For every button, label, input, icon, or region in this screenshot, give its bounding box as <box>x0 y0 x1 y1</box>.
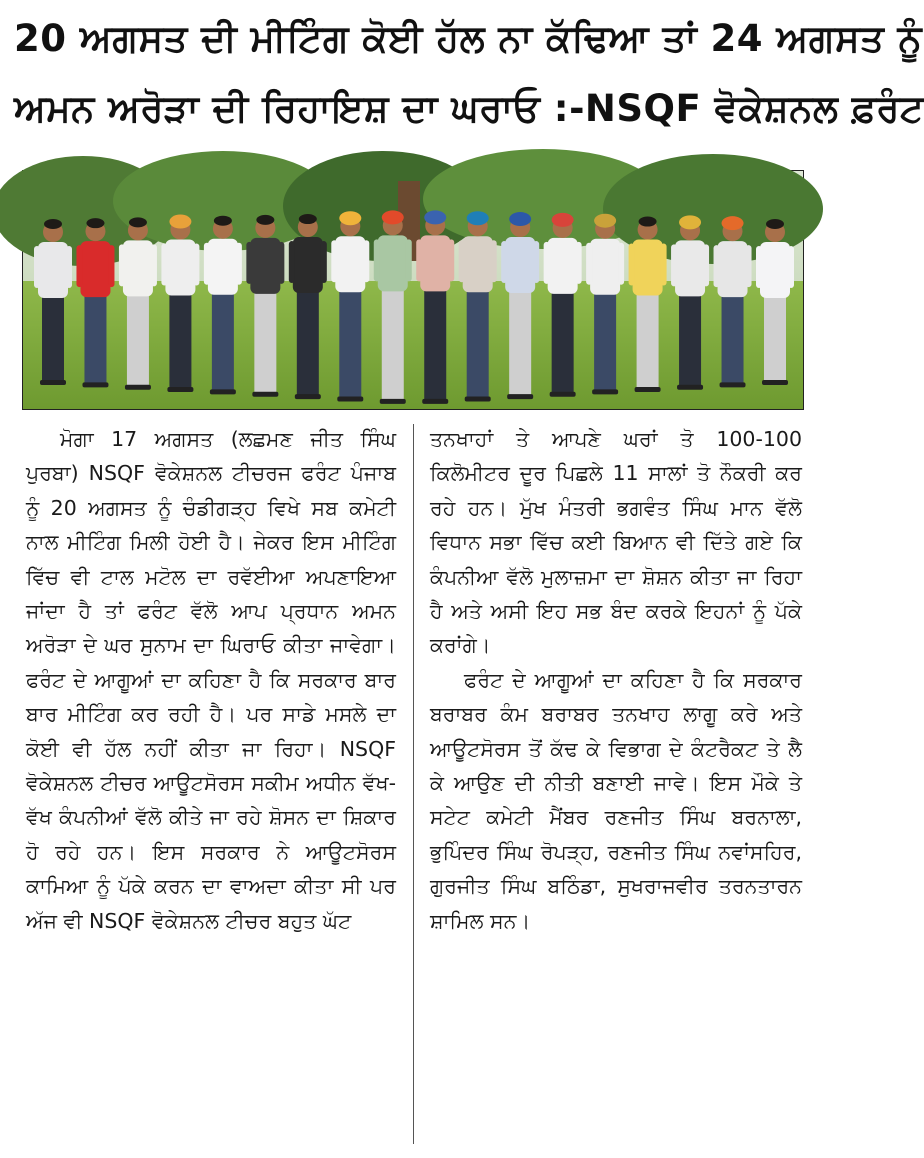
headline-line-2: ਅਮਨ ਅਰੋੜਾ ਦੀ ਰਿਹਾਇਸ਼ ਦਾ ਘਰਾਓ :-NSQF ਵੋਕੇਸ਼ਨਲ ਫ਼ਰੰਟ <box>14 87 924 130</box>
headline-line-1: 20 ਅਗਸਤ ਦੀ ਮੀਟਿੰਗ ਕੋਈ ਹੱਲ ਨਾ ਕੱਢਿਆ ਤਾਂ 24 ਅਗਸਤ ਨੂੰ <box>14 17 923 60</box>
headline <box>14 4 924 144</box>
group-photo-image <box>23 171 803 409</box>
article-paragraph: ਤਨਖਾਹਾਂ ਤੇ ਆਪਣੇ ਘਰਾਂ ਤੋ 100-100 ਕਿਲੋਮੀਟਰ ਦੂਰ ਪਿਛਲੇ 11 ਸਾਲਾਂ ਤੋ ਨੌਕਰੀ ਕਰ ਰਹੇ ਹਨ। ਮੁੱਖ ਮੰਤਰੀ ਭਗਵੰਤ ਸਿੰਘ ਮਾਨ ਵੱਲੋ ਵਿਧਾਨ ਸਭਾ ਵਿੱਚ ਕਈ ਬਿਆਨ ਵੀ ਦਿੱਤੇ ਗਏ ਕਿ ਕੰਪਨੀਆ ਵੱਲੋ ਮੁਲਾਜ਼ਮਾ ਦਾ ਸ਼ੋਸ਼ਨ ਕੀਤਾ ਜਾ ਰਿਹਾ ਹੈ ਅਤੇ ਅਸੀ ਇਹ ਸਭ ਬੰਦ ਕਰਕੇ ਇਹਨਾਂ ਨੂੰ ਪੱਕੇ ਕਰਾਂਗੇ। <box>430 427 802 658</box>
article-column-right <box>430 422 802 938</box>
group-photo <box>22 170 804 410</box>
column-divider <box>413 424 414 1144</box>
article-paragraph: ਫਰੰਟ ਦੇ ਆਗੂਆਂ ਦਾ ਕਹਿਣਾ ਹੈ ਕਿ ਸਰਕਾਰ ਬਰਾਬਰ ਕੰਮ ਬਰਾਬਰ ਤਨਖਾਹ ਲਾਗੂ ਕਰੇ ਅਤੇ ਆਊਟਸੋਰਸ ਤੋਂ ਕੱਢ ਕੇ ਵਿਭਾਗ ਦੇ ਕੰਟਰੈਕਟ ਤੇ ਲੈ ਕੇ ਆਉਣ ਦੀ ਨੀਤੀ ਬਣਾਈ ਜਾਵੇ। ਇਸ ਮੌਕੇ ਤੇ ਸਟੇਟ ਕਮੇਟੀ ਮੈਂਬਰ ਰਣਜੀਤ ਸਿੰਘ ਬਰਨਾਲਾ, ਭੁਪਿੰਦਰ ਸਿੰਘ ਰੋਪੜ੍ਹ, ਰਣਜੀਤ ਸਿੰਘ ਨਵਾਂਸਹਿਰ, ਗੁਰਜੀਤ ਸਿੰਘ ਬਠਿੰਡਾ, ਸੁਖਰਾਜਵੀਰ ਤਰਨਤਾਰਨ ਸ਼ਾਮਿਲ ਸਨ। <box>430 667 802 933</box>
article-column-left <box>26 422 396 938</box>
article-paragraph: ਮੋਗਾ 17 ਅਗਸਤ (ਲਛਮਣ ਜੀਤ ਸਿੰਘ ਪੁਰਬਾ) NSQF ਵੋਕੇਸ਼ਨਲ ਟੀਚਰਜ ਫਰੰਟ ਪੰਜਾਬ ਨੂੰ 20 ਅਗਸਤ ਨੂੰ ਚੰਡੀਗੜ੍ਹ ਵਿਖੇ ਸਬ ਕਮੇਟੀ ਨਾਲ ਮੀਟਿੰਗ ਮਿਲੀ ਹੋਈ ਹੈ। ਜੇਕਰ ਇਸ ਮੀਟਿੰਗ ਵਿੱਚ ਵੀ ਟਾਲ ਮਟੋਲ ਦਾ ਰਵੱਈਆ ਅਪਣਾਇਆ ਜਾਂਦਾ ਹੈ ਤਾਂ ਫਰੰਟ ਵੱਲੋ ਆਪ ਪ੍ਰਧਾਨ ਅਮਨ ਅਰੋੜਾ ਦੇ ਘਰ ਸੁਨਾਮ ਦਾ ਘਿਰਾਓ ਕੀਤਾ ਜਾਵੇਗਾ। ਫਰੰਟ ਦੇ ਆਗੂਆਂ ਦਾ ਕਹਿਣਾ ਹੈ ਕਿ ਸਰਕਾਰ ਬਾਰ ਬਾਰ ਮੀਟਿੰਗ ਕਰ ਰਹੀ ਹੈ। ਪਰ ਸਾਡੇ ਮਸਲੇ ਦਾ ਕੋਈ ਵੀ ਹੱਲ ਨਹੀਂ ਕੀਤਾ ਜਾ ਰਿਹਾ। NSQF ਵੋਕੇਸ਼ਨਲ ਟੀਚਰ ਆਊਟਸੋਰਸ ਸਕੀਮ ਅਧੀਨ ਵੱਖ-ਵੱਖ ਕੰਪਨੀਆਂ ਵੱਲੋ ਕੀਤੇ ਜਾ ਰਹੇ ਸ਼ੋਸਨ ਦਾ ਸ਼ਿਕਾਰ ਹੋ ਰਹੇ ਹਨ। ਇਸ ਸਰਕਾਰ ਨੇ ਆਊਟਸੋਰਸ ਕਾਮਿਆ ਨੂੰ ਪੱਕੇ ਕਰਨ ਦਾ ਵਾਅਦਾ ਕੀਤਾ ਸੀ ਪਰ ਅੱਜ ਵੀ NSQF ਵੋਕੇਸ਼ਨਲ ਟੀਚਰ ਬਹੁਤ ਘੱਟ <box>26 427 396 933</box>
